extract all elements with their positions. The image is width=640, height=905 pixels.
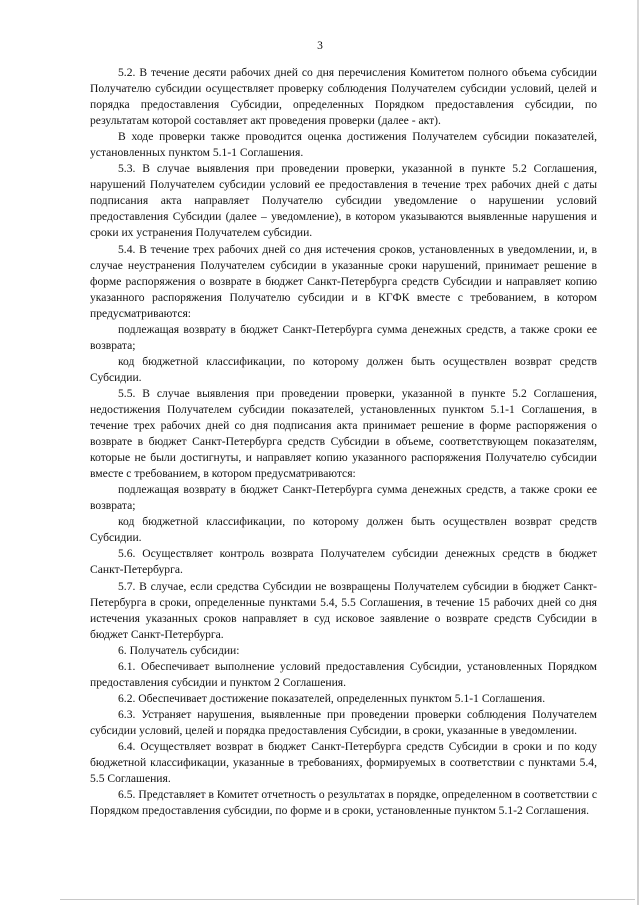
page-number: 3 <box>317 40 323 52</box>
paragraph-6-5: 6.5. Представляет в Комитет отчетность о результатах в порядке, определенном в соответствии с Порядком предоставления субсидии, по форме и в сроки, установленные пунктом 5.1-2 Соглашения. <box>90 788 597 818</box>
paragraph-6-1: 6.1. Обеспечивает выполнение условий предоставления Субсидии, установленных Порядком предоставления субсидии и пунктом 2 Соглашения. <box>90 659 597 689</box>
scan-edge-bottom <box>60 899 635 900</box>
paragraph-5-3: 5.3. В случае выявления при проведении проверки, указанной в пункте 5.2 Соглашения, нарушений Получателем субсидии условий ее предоставления в течение трех рабочих дней с даты подписания акта направляет Получателю субсидии уведомление о нарушении условий предоставления Субсидии (далее – уведомление), в котором указываются выявленные нарушения и сроки их устранения Получателем субсидии. <box>90 162 597 240</box>
paragraph-6-4: 6.4. Осуществляет возврат в бюджет Санкт-Петербурга средств Субсидии в сроки и по коду бюджетной классификации, указанные в требованиях, формируемых в соответствии с пунктами 5.4, 5.5 Соглашения. <box>90 739 597 786</box>
paragraph-5-5: 5.5. В случае выявления при проведении проверки, указанной в пункте 5.2 Соглашения, недостижения Получателем субсидии показателей, установленных пунктом 5.1-1 Соглашения, в течение трех рабочих дней со дня подписания акта принимает решение в форме распоряжения о возврате в бюджет Санкт-Петербурга средств Субсидии в объеме, соответствующем показателям, которые не были достигнуты, и направляет копию указанного распоряжения Получателю субсидии вместе с требованием, в котором предусматриваются: <box>90 386 597 481</box>
paragraph-5-2: 5.2. В течение десяти рабочих дней со дня перечисления Комитетом полного объема субсидии Получателю субсидии осуществляет проверку соблюдения Получателем субсидии условий, целей и порядка предоставления Субсидии, определенных Порядком предоставления субсидии, по результатам которой составляет акт проведения проверки (далее - акт). <box>90 66 597 128</box>
paragraph-5-6: 5.6. Осуществляет контроль возврата Получателем субсидии денежных средств в бюджет Санкт-Петербурга. <box>90 547 597 577</box>
paragraph-6: 6. Получатель субсидии: <box>118 643 240 657</box>
paragraph-5-5-code: код бюджетной классификации, по которому должен быть осуществлен возврат средств Субсидии. <box>90 515 597 545</box>
paragraph-6-3: 6.3. Устраняет нарушения, выявленные при проведении проверки соблюдения Получателем субсидии условий, целей и порядка предоставления Субсидии, в сроки, указанные в уведомлении. <box>90 707 597 737</box>
paragraph-5-4-code: код бюджетной классификации, по которому должен быть осуществлен возврат средств Субсидии. <box>90 354 597 384</box>
paragraph-6-2: 6.2. Обеспечивает достижение показателей, определенных пунктом 5.1-1 Соглашения. <box>118 691 546 705</box>
document-body <box>90 65 597 819</box>
paragraph-5-4-amount: подлежащая возврату в бюджет Санкт-Петербурга сумма денежных средств, а также сроки ее возврата; <box>90 322 597 352</box>
scan-edge-right <box>637 0 639 905</box>
paragraph-5-2-assessment: В ходе проверки также проводится оценка достижения Получателем субсидии показателей, установленных пунктом 5.1-1 Соглашения. <box>90 130 597 160</box>
paragraph-5-5-amount: подлежащая возврату в бюджет Санкт-Петербурга сумма денежных средств, а также сроки ее возврата; <box>90 483 597 513</box>
paragraph-5-4: 5.4. В течение трех рабочих дней со дня истечения сроков, установленных в уведомлении, и, в случае неустранения Получателем субсидии в указанные сроки нарушений, принимает решение в форме распоряжения о возврате в бюджет Санкт-Петербурга средств Субсидии и направляет копию указанного распоряжения Получателю субсидии и в КГФК вместе с требованием, в котором предусматриваются: <box>90 242 597 320</box>
paragraph-5-7: 5.7. В случае, если средства Субсидии не возвращены Получателем субсидии в бюджет Санкт-Петербурга в сроки, определенные пунктами 5.4, 5.5 Соглашения, в течение 15 рабочих дней со дня истечения указанных сроков направляет в суд исковое заявление о возврате средств Субсидии в бюджет Санкт-Петербурга. <box>90 579 597 641</box>
